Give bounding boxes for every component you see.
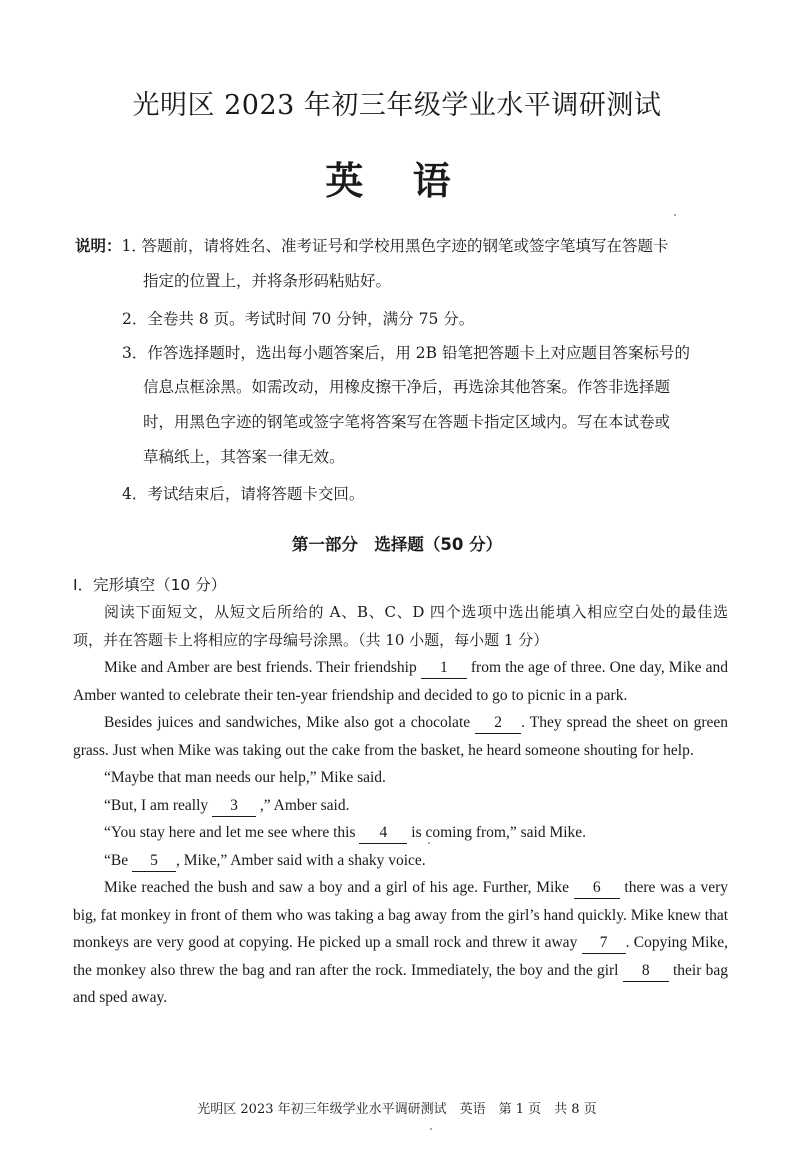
passage-text: is coming from,” said Mike. bbox=[407, 824, 587, 841]
instruction-1-line-1 bbox=[75, 229, 735, 263]
passage-text: “Be bbox=[104, 851, 132, 869]
passage-paragraph-1 bbox=[73, 654, 728, 709]
passage-text: . They spread the sheet on green grass. Just when Mike was taking out the cake from the basket, he heard someone shouting for help. bbox=[73, 714, 728, 759]
passage-text: ,” Amber said. bbox=[256, 796, 350, 814]
passage-paragraph-5 bbox=[73, 819, 728, 847]
passage-paragraph-4 bbox=[73, 792, 728, 820]
blank-7: 7 bbox=[582, 933, 626, 954]
instruction-2 bbox=[122, 302, 474, 336]
instruction-4 bbox=[122, 477, 364, 511]
directions-text: 阅读下面短文，从短文后所给的 A、B、C、D 四个选项中选出能填入相应空白处的最佳选项，并在答题卡上将相应的字母编号涂黑。（共 10 小题，每小题 1 分） bbox=[73, 603, 728, 649]
blank-4: 4 bbox=[359, 823, 407, 844]
instruction-2-text: 全卷共 8 页。考试时间 70 分钟，满分 75 分。 bbox=[147, 310, 475, 328]
passage-text: from the age of three. One day, Mike and Amber wanted to celebrate their ten-year friendship and decided to go to picnic in a park. bbox=[73, 659, 728, 704]
cloze-directions bbox=[73, 598, 728, 654]
instruction-3-line-3: 时，用黑色字迹的钢笔或签字笔将答案写在答题卡指定区域内。写在本试卷或 bbox=[143, 413, 671, 431]
instruction-1-number: 1． bbox=[121, 237, 147, 255]
blank-3: 3 bbox=[212, 796, 256, 817]
passage-text: there was a very big, fat monkey in front of them who was taking a bag away from the girl’s hand quickly. Mike knew that monkeys are very good at copying. He picked up a small rock and threw it away bbox=[73, 879, 729, 951]
instruction-1-text: 答题前，请将姓名、准考证号和学校用黑色字迹的钢笔或签字笔填写在答题卡 bbox=[141, 237, 669, 255]
passage-text: . Copying Mike, the monkey also threw the bag and ran after the rock. Immediately, the boy and the girl bbox=[73, 934, 728, 979]
passage-paragraph-7 bbox=[73, 874, 728, 1012]
passage-paragraph-6 bbox=[73, 847, 728, 875]
instruction-3-number: 3． bbox=[122, 344, 148, 362]
passage-paragraph-2 bbox=[73, 709, 728, 764]
subject-title: 英 语 bbox=[325, 159, 469, 203]
cloze-passage bbox=[73, 654, 728, 1012]
passage-text: their bag and sped away. bbox=[73, 961, 728, 1006]
instruction-2-number: 2． bbox=[122, 310, 148, 328]
instruction-3-line-1 bbox=[122, 336, 690, 370]
instruction-4-number: 4． bbox=[122, 485, 148, 503]
instruction-3-text: 作答选择题时，选出每小题答案后，用 2B 铅笔把答题卡上对应题目答案标号的 bbox=[147, 344, 690, 362]
instructions-label: 说明： bbox=[75, 237, 122, 255]
page-footer: 光明区 2023 年初三年级学业水平调研测试 英语 第 1 页 共 8 页 bbox=[197, 1102, 597, 1117]
instruction-3-line-4: 草稿纸上，其答案一律无效。 bbox=[143, 448, 345, 466]
scan-speck bbox=[428, 842, 430, 844]
blank-5: 5 bbox=[132, 851, 176, 872]
scan-speck bbox=[430, 1128, 432, 1130]
instruction-4-text: 考试结束后，请将答题卡交回。 bbox=[147, 485, 365, 503]
blank-1: 1 bbox=[421, 658, 467, 679]
blank-8: 8 bbox=[623, 961, 669, 982]
passage-text: Mike and Amber are best friends. Their friendship bbox=[104, 659, 421, 676]
blank-6: 6 bbox=[574, 878, 620, 899]
section-heading: 第一部分 选择题（50 分） bbox=[291, 535, 503, 554]
passage-text: “You stay here and let me see where this bbox=[104, 824, 360, 841]
instruction-3-line-2: 信息点框涂黑。如需改动，用橡皮擦干净后，再选涂其他答案。作答非选择题 bbox=[143, 378, 671, 396]
passage-text: Mike reached the bush and saw a boy and a girl of his age. Further, Mike bbox=[104, 879, 574, 896]
cloze-heading: I．完形填空（10 分） bbox=[73, 576, 227, 594]
passage-paragraph-3: “Maybe that man needs our help,” Mike said. bbox=[104, 769, 386, 786]
passage-text: , Mike,” Amber said with a shaky voice. bbox=[175, 851, 426, 869]
passage-text: “But, I am really bbox=[104, 796, 213, 814]
scan-speck bbox=[674, 214, 676, 216]
passage-text: Besides juices and sandwiches, Mike also got a chocolate bbox=[104, 714, 476, 731]
instruction-1-line-2: 指定的位置上，并将条形码粘贴好。 bbox=[143, 272, 392, 290]
exam-title: 光明区 2023 年初三年级学业水平调研测试 bbox=[132, 90, 662, 121]
blank-2: 2 bbox=[475, 713, 521, 734]
